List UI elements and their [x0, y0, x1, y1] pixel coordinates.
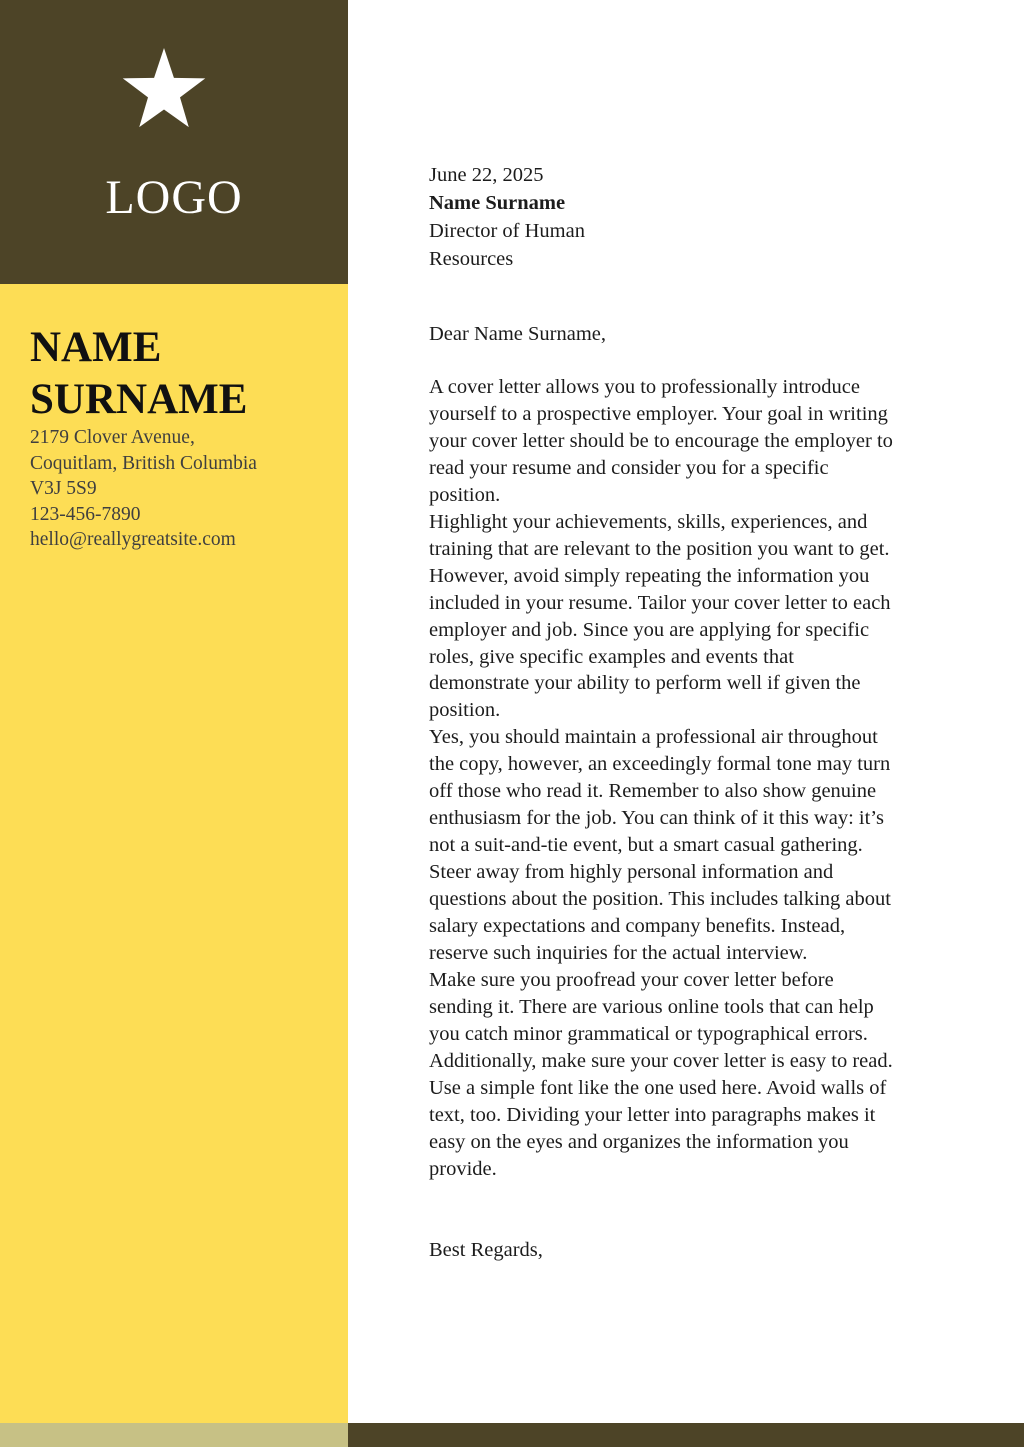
- email-address: hello@reallygreatsite.com: [30, 529, 236, 551]
- address-line-2: Coquitlam, British Columbia: [30, 452, 257, 474]
- sender-name: [30, 322, 247, 426]
- sender-last-name: SURNAME: [30, 376, 248, 423]
- recipient-title-line-1: Director of Human: [429, 220, 585, 242]
- recipient-block: [429, 161, 899, 273]
- phone-number: 123-456-7890: [30, 503, 141, 525]
- logo-block: [0, 0, 348, 284]
- sender-contact: [30, 425, 257, 553]
- footer-bar-right: [348, 1423, 1024, 1447]
- letter-date: June 22, 2025: [429, 164, 544, 186]
- body-paragraph: Make sure you proofread your cover letter before sending it. There are various online tools that can help you catch minor grammatical or typographical errors. Additionally, make sure your cover letter is easy to read. Use a simple font like the one used here. Avoid walls of text, too. Dividing your letter into paragraphs makes it easy on the eyes and organizes the information you provide.: [429, 968, 893, 1180]
- star-icon: [121, 48, 207, 128]
- closing: Best Regards,: [429, 1239, 543, 1261]
- logo-text: LOGO: [105, 171, 243, 224]
- recipient-name: Name Surname: [429, 192, 566, 214]
- recipient-title-line-2: Resources: [429, 248, 514, 270]
- address-line-1: 2179 Clover Avenue,: [30, 427, 195, 448]
- postal-code: V3J 5S9: [30, 478, 97, 500]
- footer-bar-left: [0, 1423, 348, 1447]
- sender-first-name: NAME: [30, 324, 162, 371]
- salutation: Dear Name Surname,: [429, 323, 607, 345]
- body-paragraph: A cover letter allows you to professionally introduce yourself to a prospective employer. Your goal in writing your cover letter should be to encourage the employer to read your resume and consider you for a specific position.: [429, 376, 893, 506]
- letter-body: [429, 374, 899, 1183]
- body-paragraph: Highlight your achievements, skills, experiences, and training that are relevant to the position you want to get. However, avoid simply repeating the information you included in your resume. Tailor your cover letter to each employer and job. Since you are applying for specific roles, give specific examples and events that demonstrate your ability to perform well if given the position.: [429, 510, 891, 722]
- body-paragraph: Yes, you should maintain a professional air throughout the copy, however, an exceedingly formal tone may turn off those who read it. Remember to also show genuine enthusiasm for the job. You can think of it this way: it’s not a suit-and-tie event, but a smart casual gathering. Steer away from highly personal information and questions about the position. This includes talking about salary expectations and company benefits. Instead, reserve such inquiries for the actual interview.: [429, 726, 891, 965]
